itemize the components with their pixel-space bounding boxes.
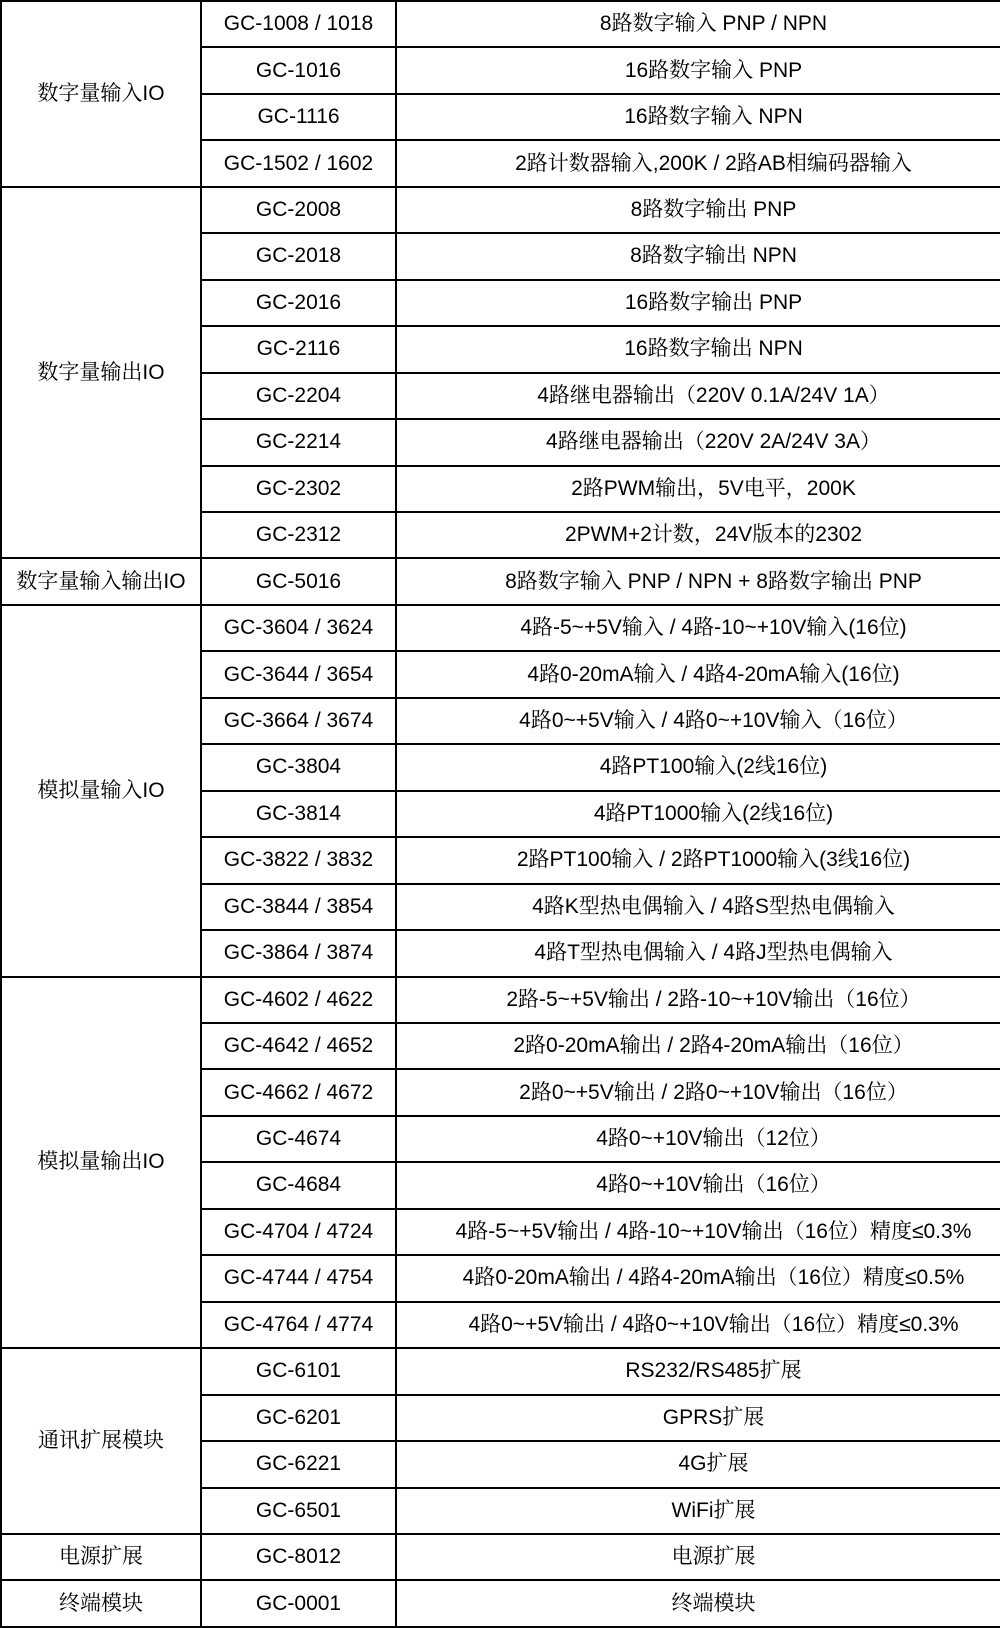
- description-cell: 2PWM+2计数，24V版本的2302: [396, 512, 1000, 558]
- description-cell: 终端模块: [396, 1580, 1000, 1627]
- description-cell: 16路数字输出 NPN: [396, 326, 1000, 372]
- category-cell: 终端模块: [1, 1580, 201, 1627]
- model-cell: GC-2204: [201, 373, 396, 419]
- description-cell: 8路数字输出 NPN: [396, 233, 1000, 279]
- model-cell: GC-3822 / 3832: [201, 837, 396, 883]
- model-cell: GC-4602 / 4622: [201, 977, 396, 1023]
- model-cell: GC-3804: [201, 744, 396, 790]
- table-row: [1, 1580, 1000, 1627]
- description-cell: RS232/RS485扩展: [396, 1348, 1000, 1394]
- model-cell: GC-6201: [201, 1395, 396, 1441]
- description-cell: 4路0~+10V输出（12位）: [396, 1116, 1000, 1162]
- description-cell: GPRS扩展: [396, 1395, 1000, 1441]
- description-cell: 16路数字输入 NPN: [396, 94, 1000, 140]
- model-cell: GC-3664 / 3674: [201, 698, 396, 744]
- model-cell: GC-4674: [201, 1116, 396, 1162]
- description-cell: 16路数字输入 PNP: [396, 47, 1000, 93]
- model-cell: GC-1502 / 1602: [201, 140, 396, 186]
- model-cell: GC-3844 / 3854: [201, 884, 396, 930]
- description-cell: 4路0~+5V输出 / 4路0~+10V输出（16位）精度≤0.3%: [396, 1302, 1000, 1348]
- description-cell: 8路数字输入 PNP / NPN: [396, 1, 1000, 47]
- table-row: [1, 977, 1000, 1023]
- description-cell: 4路PT100输入(2线16位): [396, 744, 1000, 790]
- model-cell: GC-6501: [201, 1488, 396, 1534]
- model-cell: GC-1008 / 1018: [201, 1, 396, 47]
- model-cell: GC-2018: [201, 233, 396, 279]
- model-cell: GC-2302: [201, 466, 396, 512]
- description-cell: 2路PWM输出，5V电平，200K: [396, 466, 1000, 512]
- table-row: [1, 605, 1000, 651]
- table-row: [1, 187, 1000, 233]
- model-cell: GC-4642 / 4652: [201, 1023, 396, 1069]
- category-cell: 模拟量输入IO: [1, 605, 201, 977]
- description-cell: 8路数字输出 PNP: [396, 187, 1000, 233]
- model-cell: GC-0001: [201, 1580, 396, 1627]
- model-cell: GC-4764 / 4774: [201, 1302, 396, 1348]
- model-cell: GC-2016: [201, 280, 396, 326]
- description-cell: 4路0~+5V输入 / 4路0~+10V输入（16位）: [396, 698, 1000, 744]
- description-cell: 2路-5~+5V输出 / 2路-10~+10V输出（16位）: [396, 977, 1000, 1023]
- model-cell: GC-4684: [201, 1162, 396, 1208]
- model-cell: GC-1016: [201, 47, 396, 93]
- description-cell: 电源扩展: [396, 1534, 1000, 1580]
- category-cell: 电源扩展: [1, 1534, 201, 1580]
- description-cell: 4路-5~+5V输入 / 4路-10~+10V输入(16位): [396, 605, 1000, 651]
- model-cell: GC-6221: [201, 1441, 396, 1487]
- category-cell: 数字量输入IO: [1, 1, 201, 187]
- model-cell: GC-3864 / 3874: [201, 930, 396, 976]
- model-cell: GC-8012: [201, 1534, 396, 1580]
- table-row: [1, 1534, 1000, 1580]
- description-cell: 4路继电器输出（220V 2A/24V 3A）: [396, 419, 1000, 465]
- model-cell: GC-3644 / 3654: [201, 651, 396, 697]
- table-row: [1, 1, 1000, 47]
- table-row: [1, 558, 1000, 604]
- table-row: [1, 1348, 1000, 1394]
- model-cell: GC-4662 / 4672: [201, 1069, 396, 1115]
- model-cell: GC-4704 / 4724: [201, 1209, 396, 1255]
- description-cell: 4路0~+10V输出（16位）: [396, 1162, 1000, 1208]
- description-cell: 4路继电器输出（220V 0.1A/24V 1A）: [396, 373, 1000, 419]
- model-cell: GC-1116: [201, 94, 396, 140]
- model-cell: GC-5016: [201, 558, 396, 604]
- model-cell: GC-6101: [201, 1348, 396, 1394]
- description-cell: 2路0-20mA输出 / 2路4-20mA输出（16位）: [396, 1023, 1000, 1069]
- model-cell: GC-3604 / 3624: [201, 605, 396, 651]
- description-cell: 4路K型热电偶输入 / 4路S型热电偶输入: [396, 884, 1000, 930]
- description-cell: 2路0~+5V输出 / 2路0~+10V输出（16位）: [396, 1069, 1000, 1115]
- table-body: [1, 1, 1000, 1627]
- model-cell: GC-3814: [201, 791, 396, 837]
- description-cell: 16路数字输出 PNP: [396, 280, 1000, 326]
- model-cell: GC-2312: [201, 512, 396, 558]
- description-cell: 4G扩展: [396, 1441, 1000, 1487]
- model-cell: GC-2214: [201, 419, 396, 465]
- description-cell: 4路T型热电偶输入 / 4路J型热电偶输入: [396, 930, 1000, 976]
- description-cell: 8路数字输入 PNP / NPN + 8路数字输出 PNP: [396, 558, 1000, 604]
- description-cell: 4路0-20mA输出 / 4路4-20mA输出（16位）精度≤0.5%: [396, 1255, 1000, 1301]
- description-cell: 2路计数器输入,200K / 2路AB相编码器输入: [396, 140, 1000, 186]
- description-cell: 4路PT1000输入(2线16位): [396, 791, 1000, 837]
- category-cell: 通讯扩展模块: [1, 1348, 201, 1534]
- model-cell: GC-2008: [201, 187, 396, 233]
- description-cell: 4路-5~+5V输出 / 4路-10~+10V输出（16位）精度≤0.3%: [396, 1209, 1000, 1255]
- category-cell: 数字量输入输出IO: [1, 558, 201, 604]
- model-cell: GC-4744 / 4754: [201, 1255, 396, 1301]
- description-cell: WiFi扩展: [396, 1488, 1000, 1534]
- description-cell: 4路0-20mA输入 / 4路4-20mA输入(16位): [396, 651, 1000, 697]
- model-cell: GC-2116: [201, 326, 396, 372]
- category-cell: 模拟量输出IO: [1, 977, 201, 1349]
- category-cell: 数字量输出IO: [1, 187, 201, 559]
- description-cell: 2路PT100输入 / 2路PT1000输入(3线16位): [396, 837, 1000, 883]
